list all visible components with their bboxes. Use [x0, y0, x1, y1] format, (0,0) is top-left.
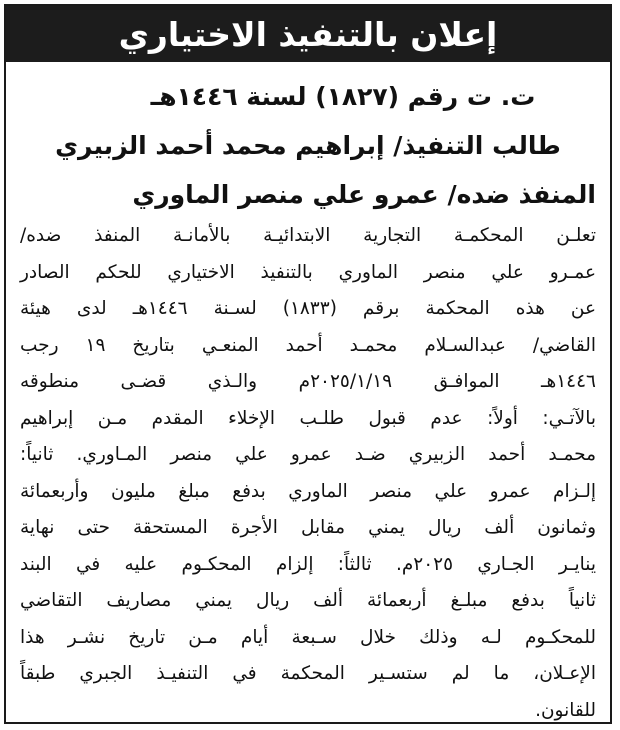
body-line: ١٤٤٦هـ الموافـق ٢٠٢٥/١/١٩م والـذي قضـى منطوقه [20, 371, 596, 392]
body-line: ثانياً بدفع مبلـغ أربعمائة ألف ريال يمني مصاريف التقاضي [20, 590, 596, 611]
body-line: القاضي/ عبدالسـلام محمـد أحمد المنعـي بتاريخ ١٩ رجب [20, 334, 596, 356]
body-line: للقانون. [535, 699, 596, 721]
notice-title: إعلان بالتنفيذ الاختياري [118, 14, 498, 54]
body-line: بالآتـي: أولاً: عدم قبول طلـب الإخلاء المقدم مـن إبراهيم [20, 407, 596, 429]
notice-header-bar [6, 6, 610, 62]
body-line: للمحكـوم لـه وذلك خلال سـبعة أيام مـن تاريخ نشـر هذا [20, 626, 596, 648]
body-line: وثمانون ألف ريال يمني مقابل الأجرة المستحقة حتى نهاية [20, 517, 596, 538]
respondent-line: المنفذ ضده/ عمرو علي منصر الماوري [132, 180, 596, 209]
applicant-line: طالب التنفيذ/ إبراهيم محمد أحمد الزبيري [55, 131, 561, 160]
body-line: الإعـلان، ما لم ستسـير المحكمة في التنفيـذ الجبري طبقاً [20, 663, 596, 684]
body-line: تعلـن المحكمـة التجارية الابتدائيـة بالأمانـة المنفذ ضده/ [20, 225, 596, 246]
body-line: ينايـر الجـاري ٢٠٢٥م. ثالثاً: إلزام المحكـوم عليه في البند [20, 553, 596, 575]
case-reference-line: ت. ت رقم (١٨٢٧) لسنة ١٤٤٦هـ [150, 82, 536, 111]
body-line: عمـرو علي منصر الماوري بالتنفيذ الاختياري للحكم الصادر [20, 261, 596, 283]
body-line: عن هذه المحكمة برقم (١٨٣٣) لسـنة ١٤٤٦هـ لدى هيئة [20, 298, 596, 319]
notice-body [20, 218, 596, 724]
notice-frame [4, 4, 612, 724]
case-heading-block [6, 72, 610, 219]
body-line: إلـزام عمرو علي منصر الماوري بدفع مبلغ مليون وأربعمائة [20, 480, 596, 502]
body-line: محمـد أحمد الزبيري ضـد عمرو علي منصر المـاوري. ثانياً: [20, 444, 596, 465]
